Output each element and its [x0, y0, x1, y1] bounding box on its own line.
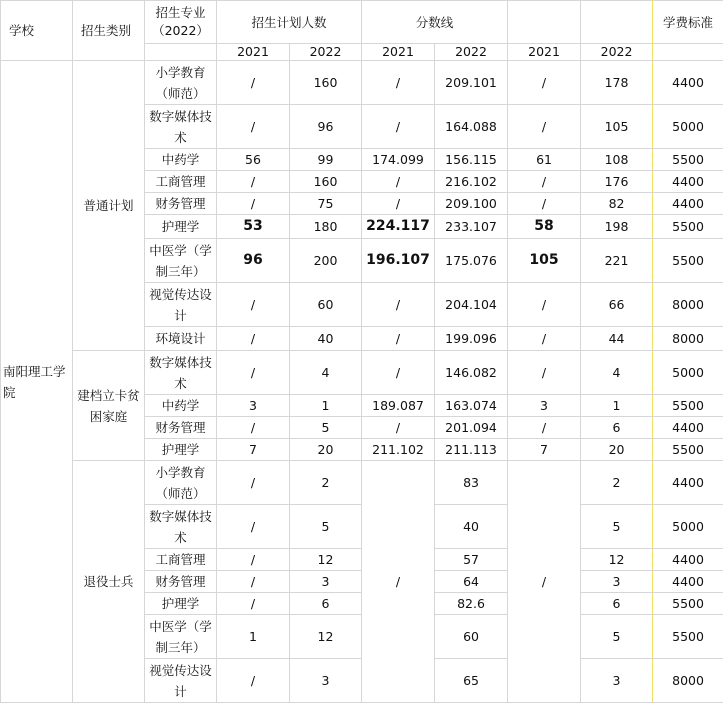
- score-2022-cell: 211.113: [435, 439, 508, 461]
- plan-2022-cell: 5: [290, 417, 362, 439]
- header-blank-1: [508, 1, 581, 44]
- major-cell: 护理学: [145, 215, 217, 239]
- count-2022-cell: 3: [581, 659, 653, 703]
- count-2022-cell: 66: [581, 283, 653, 327]
- plan-2021-cell: 7: [217, 439, 290, 461]
- header-score: 分数线: [362, 1, 508, 44]
- table-row: [1, 61, 723, 105]
- score-2021-cell: /: [362, 193, 435, 215]
- count-2021-cell: /: [508, 283, 581, 327]
- major-cell: 视觉传达设计: [145, 283, 217, 327]
- count-2022-cell: 82: [581, 193, 653, 215]
- header-score-2022: 2022: [435, 44, 508, 61]
- plan-2021-cell: /: [217, 351, 290, 395]
- header-score-2021: 2021: [362, 44, 435, 61]
- count-2022-cell: 4: [581, 351, 653, 395]
- major-cell: 财务管理: [145, 571, 217, 593]
- score-2022-cell: 64: [435, 571, 508, 593]
- plan-2021-cell: /: [217, 61, 290, 105]
- plan-2021-cell: 96: [217, 239, 290, 283]
- score-2021-cell: /: [362, 171, 435, 193]
- fee-cell: 5000: [653, 505, 723, 549]
- header-plan: 招生计划人数: [217, 1, 362, 44]
- plan-2022-cell: 160: [290, 171, 362, 193]
- count-2022-cell: 105: [581, 105, 653, 149]
- header-c-2021: 2021: [508, 44, 581, 61]
- plan-2021-cell: /: [217, 505, 290, 549]
- plan-2022-cell: 99: [290, 149, 362, 171]
- major-cell: 环境设计: [145, 327, 217, 351]
- score-2022-cell: 209.101: [435, 61, 508, 105]
- count-2022-cell: 12: [581, 549, 653, 571]
- count-2022-cell: 5: [581, 505, 653, 549]
- plan-2022-cell: 6: [290, 593, 362, 615]
- count-2021-cell: 61: [508, 149, 581, 171]
- score-2021-cell: 174.099: [362, 149, 435, 171]
- plan-2022-cell: 200: [290, 239, 362, 283]
- count-2021-cell: 105: [508, 239, 581, 283]
- fee-cell: 5000: [653, 351, 723, 395]
- major-cell: 中药学: [145, 395, 217, 417]
- header-category: 招生类别: [73, 1, 145, 61]
- fee-cell: 4400: [653, 461, 723, 505]
- score-2021-cell: /: [362, 105, 435, 149]
- header-fee-blank: [653, 44, 723, 61]
- table-row: [1, 461, 723, 505]
- school-name: 南阳理工学院: [1, 61, 73, 703]
- score-2021-cell: 189.087: [362, 395, 435, 417]
- plan-2021-cell: /: [217, 549, 290, 571]
- major-cell: 护理学: [145, 439, 217, 461]
- count-2022-cell: 20: [581, 439, 653, 461]
- score-2022-cell: 82.6: [435, 593, 508, 615]
- major-cell: 中医学（学制三年）: [145, 615, 217, 659]
- score-2022-cell: 164.088: [435, 105, 508, 149]
- category-cell: 建档立卡贫困家庭: [73, 351, 145, 461]
- score-2021-cell: /: [362, 327, 435, 351]
- score-2021-cell: /: [362, 417, 435, 439]
- count-2022-cell: 176: [581, 171, 653, 193]
- count-2022-cell: 5: [581, 615, 653, 659]
- fee-cell: 5500: [653, 239, 723, 283]
- count-2022-cell: 3: [581, 571, 653, 593]
- fee-cell: 5500: [653, 439, 723, 461]
- count-2021-cell: /: [508, 61, 581, 105]
- count-2021-cell: 58: [508, 215, 581, 239]
- header-year-blank: [145, 44, 217, 61]
- major-cell: 财务管理: [145, 417, 217, 439]
- plan-2021-cell: 1: [217, 615, 290, 659]
- plan-2022-cell: 20: [290, 439, 362, 461]
- count-2022-cell: 198: [581, 215, 653, 239]
- fee-cell: 8000: [653, 283, 723, 327]
- plan-2022-cell: 160: [290, 61, 362, 105]
- score-2022-cell: 40: [435, 505, 508, 549]
- plan-2022-cell: 12: [290, 615, 362, 659]
- fee-cell: 8000: [653, 659, 723, 703]
- plan-2021-cell: /: [217, 593, 290, 615]
- score-2022-cell: 65: [435, 659, 508, 703]
- plan-2022-cell: 40: [290, 327, 362, 351]
- fee-cell: 4400: [653, 417, 723, 439]
- fee-cell: 4400: [653, 571, 723, 593]
- count-2021-cell: /: [508, 461, 581, 703]
- score-2022-cell: 156.115: [435, 149, 508, 171]
- category-cell: 退役士兵: [73, 461, 145, 703]
- score-2022-cell: 233.107: [435, 215, 508, 239]
- score-2022-cell: 216.102: [435, 171, 508, 193]
- plan-2021-cell: /: [217, 283, 290, 327]
- header-row-1: [1, 1, 723, 44]
- plan-2021-cell: /: [217, 659, 290, 703]
- table-row: [1, 351, 723, 395]
- score-2022-cell: 83: [435, 461, 508, 505]
- score-2021-cell: 196.107: [362, 239, 435, 283]
- score-2022-cell: 199.096: [435, 327, 508, 351]
- score-2021-cell: 211.102: [362, 439, 435, 461]
- score-2021-cell: /: [362, 61, 435, 105]
- major-cell: 小学教育（师范）: [145, 461, 217, 505]
- score-2021-cell: /: [362, 283, 435, 327]
- header-plan-2022: 2022: [290, 44, 362, 61]
- fee-cell: 4400: [653, 549, 723, 571]
- plan-2022-cell: 75: [290, 193, 362, 215]
- fee-cell: 4400: [653, 171, 723, 193]
- plan-2021-cell: 3: [217, 395, 290, 417]
- major-cell: 财务管理: [145, 193, 217, 215]
- plan-2021-cell: /: [217, 327, 290, 351]
- plan-2021-cell: 53: [217, 215, 290, 239]
- score-2021-cell: /: [362, 351, 435, 395]
- plan-2021-cell: /: [217, 417, 290, 439]
- header-c-2022: 2022: [581, 44, 653, 61]
- score-2022-cell: 201.094: [435, 417, 508, 439]
- plan-2022-cell: 5: [290, 505, 362, 549]
- count-2021-cell: /: [508, 327, 581, 351]
- major-cell: 视觉传达设计: [145, 659, 217, 703]
- header-fee: 学费标准: [653, 1, 723, 44]
- plan-2022-cell: 96: [290, 105, 362, 149]
- score-2022-cell: 146.082: [435, 351, 508, 395]
- fee-cell: 4400: [653, 193, 723, 215]
- plan-2022-cell: 3: [290, 659, 362, 703]
- major-cell: 小学教育（师范）: [145, 61, 217, 105]
- score-2022-cell: 57: [435, 549, 508, 571]
- category-cell: 普通计划: [73, 61, 145, 351]
- major-cell: 护理学: [145, 593, 217, 615]
- header-major: 招生专业（2022）: [145, 1, 217, 44]
- fee-cell: 5500: [653, 149, 723, 171]
- score-2022-cell: 204.104: [435, 283, 508, 327]
- fee-cell: 5000: [653, 105, 723, 149]
- fee-cell: 4400: [653, 61, 723, 105]
- header-blank-2: [581, 1, 653, 44]
- plan-2021-cell: /: [217, 171, 290, 193]
- fee-cell: 5500: [653, 593, 723, 615]
- major-cell: 数字媒体技术: [145, 351, 217, 395]
- count-2022-cell: 6: [581, 593, 653, 615]
- score-2022-cell: 60: [435, 615, 508, 659]
- count-2022-cell: 44: [581, 327, 653, 351]
- plan-2022-cell: 2: [290, 461, 362, 505]
- fee-cell: 5500: [653, 615, 723, 659]
- count-2021-cell: 3: [508, 395, 581, 417]
- major-cell: 数字媒体技术: [145, 505, 217, 549]
- plan-2021-cell: /: [217, 105, 290, 149]
- plan-2021-cell: /: [217, 193, 290, 215]
- header-school: 学校: [1, 1, 73, 61]
- score-2022-cell: 175.076: [435, 239, 508, 283]
- plan-2022-cell: 4: [290, 351, 362, 395]
- major-cell: 中医学（学制三年）: [145, 239, 217, 283]
- fee-cell: 5500: [653, 215, 723, 239]
- header-plan-2021: 2021: [217, 44, 290, 61]
- score-2022-cell: 163.074: [435, 395, 508, 417]
- score-2021-cell: /: [362, 461, 435, 703]
- plan-2022-cell: 60: [290, 283, 362, 327]
- count-2021-cell: /: [508, 105, 581, 149]
- count-2021-cell: /: [508, 171, 581, 193]
- count-2021-cell: /: [508, 193, 581, 215]
- count-2022-cell: 221: [581, 239, 653, 283]
- plan-2022-cell: 3: [290, 571, 362, 593]
- count-2022-cell: 178: [581, 61, 653, 105]
- count-2022-cell: 2: [581, 461, 653, 505]
- count-2021-cell: 7: [508, 439, 581, 461]
- plan-2021-cell: /: [217, 461, 290, 505]
- count-2021-cell: /: [508, 417, 581, 439]
- major-cell: 工商管理: [145, 171, 217, 193]
- count-2022-cell: 1: [581, 395, 653, 417]
- plan-2021-cell: /: [217, 571, 290, 593]
- fee-cell: 5500: [653, 395, 723, 417]
- major-cell: 中药学: [145, 149, 217, 171]
- count-2022-cell: 108: [581, 149, 653, 171]
- plan-2022-cell: 12: [290, 549, 362, 571]
- count-2021-cell: /: [508, 351, 581, 395]
- plan-2021-cell: 56: [217, 149, 290, 171]
- major-cell: 工商管理: [145, 549, 217, 571]
- major-cell: 数字媒体技术: [145, 105, 217, 149]
- score-2021-cell: 224.117: [362, 215, 435, 239]
- score-2022-cell: 209.100: [435, 193, 508, 215]
- count-2022-cell: 6: [581, 417, 653, 439]
- plan-2022-cell: 1: [290, 395, 362, 417]
- plan-2022-cell: 180: [290, 215, 362, 239]
- fee-cell: 8000: [653, 327, 723, 351]
